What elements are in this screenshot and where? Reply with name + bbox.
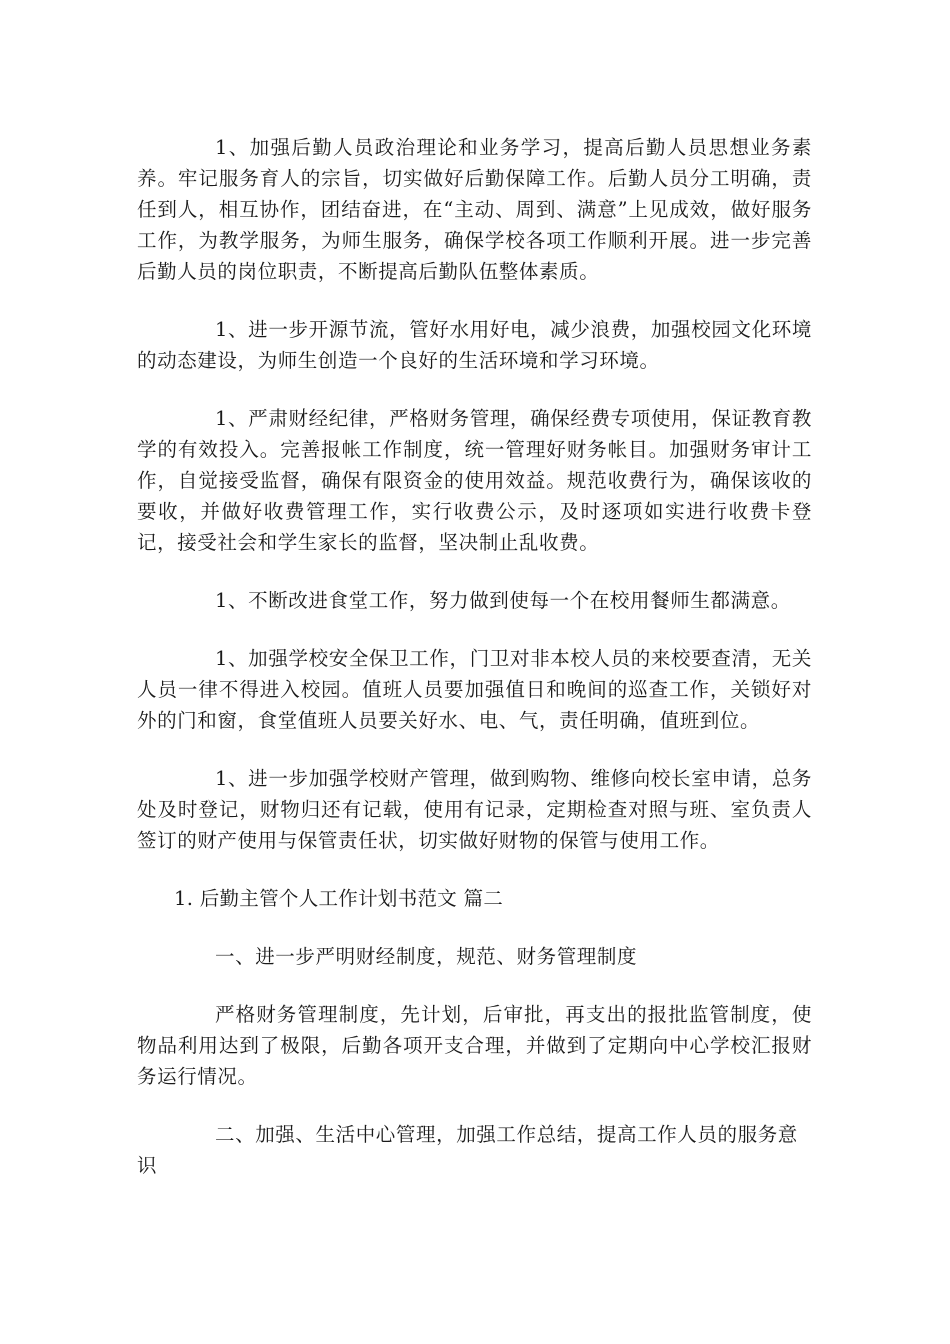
paragraph-financial-system: 严格财务管理制度，先计划，后审批，再支出的报批监管制度，使物品利用达到了极限，后勤各项开支合理，并做到了定期向中心学校汇报财务运行情况。 [137, 1003, 812, 1088]
paragraph-staff-training: 1、加强后勤人员政治理论和业务学习，提高后勤人员思想业务素养。牢记服务育人的宗旨，切实做好后勤保障工作。后勤人员分工明确，责任到人，相互协作，团结奋进，在“主动、周到、满意”上见成效，做好服务工作，为教学服务，为师生服务，确保学校各项工作顺利开展。进一步完善后勤人员的岗位职责，不断提高后勤队伍整体素质。 [137, 136, 812, 283]
paragraph-canteen: 1、不断改进食堂工作，努力做到使每一个在校用餐师生都满意。 [215, 589, 791, 612]
section-heading: 1. 后勤主管个人工作计划书范文 篇二 [174, 887, 504, 910]
subheading-life-center: 二、加强、生活中心管理，加强工作总结，提高工作人员的服务意识 [137, 1123, 798, 1177]
paragraph-financial-discipline: 1、严肃财经纪律，严格财务管理，确保经费专项使用，保证教育教学的有效投入。完善报帐工作制度，统一管理好财务帐目。加强财务审计工作，自觉接受监督，确保有限资金的使用效益。规范收费行为，确保该收的要收，并做好收费管理工作，实行收费公示，及时逐项如实进行收费卡登记，接受社会和学生家长的监督，坚决制止乱收费。 [137, 407, 812, 554]
paragraph-security: 1、加强学校安全保卫工作，门卫对非本校人员的来校要查清，无关人员一律不得进入校园。值班人员要加强值日和晚间的巡查工作，关锁好对外的门和窗，食堂值班人员要关好水、电、气，责任明确，值班到位。 [137, 647, 812, 732]
paragraph-property-management: 1、进一步加强学校财产管理，做到购物、维修向校长室申请，总务处及时登记，财物归还有记载，使用有记录，定期检查对照与班、室负责人签订的财产使用与保管责任状，切实做好财物的保管与使用工作。 [137, 767, 812, 852]
subheading-financial-system: 一、进一步严明财经制度，规范、财务管理制度 [215, 945, 638, 968]
document-body [137, 132, 812, 1208]
paragraph-resource-saving: 1、进一步开源节流，管好水用好电，减少浪费，加强校园文化环境的动态建设，为师生创造一个良好的生活环境和学习环境。 [137, 318, 812, 372]
